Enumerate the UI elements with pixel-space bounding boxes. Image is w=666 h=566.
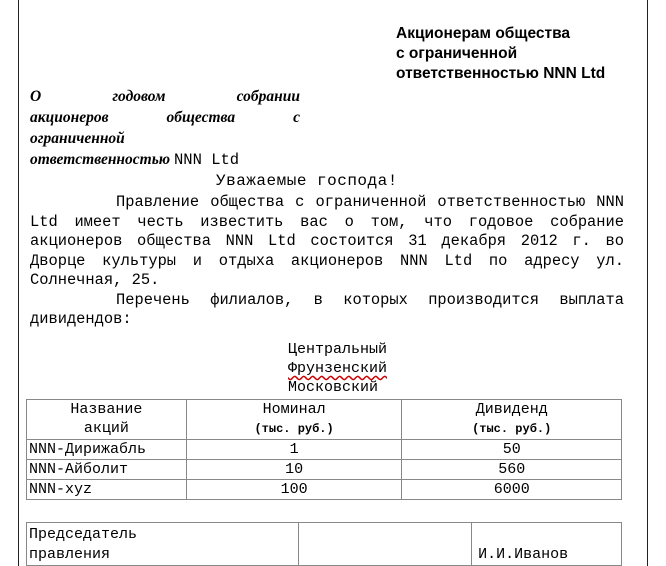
share-name: NNN-Айболит	[27, 460, 187, 480]
signature-table	[26, 522, 622, 566]
nominal-value: 1	[186, 440, 402, 460]
addressee-line: Акционерам общества	[396, 25, 571, 42]
subject-word: О	[30, 88, 42, 105]
nominal-value: 100	[186, 480, 402, 500]
addressee-line: с ограниченной	[396, 45, 518, 62]
subject-word: собрании	[236, 88, 300, 105]
addressee-block	[396, 24, 646, 84]
nominal-value: 10	[186, 460, 402, 480]
signatory-name: И.И.Иванов	[472, 523, 622, 566]
branch-item: Центральный	[288, 341, 388, 358]
branch-item: Фрунзенский	[288, 360, 388, 377]
dividend-value: 6000	[402, 480, 622, 500]
subject-word: ответственностью	[30, 151, 171, 168]
signatory-title: Председатель правления	[27, 523, 299, 566]
dividend-value: 560	[402, 460, 622, 480]
share-name: NNN-Дирижабль	[27, 440, 187, 460]
subject-word: общества	[166, 109, 236, 126]
greeting: Уважаемые господа!	[216, 172, 398, 190]
subject-company: NNN Ltd	[174, 151, 240, 169]
column-header: Номинал (тыс. руб.)	[186, 400, 402, 440]
branch-list	[288, 340, 387, 397]
table-row	[27, 440, 622, 460]
column-header: Дивиденд (тыс. руб.)	[402, 400, 622, 440]
paragraph: Правление общества с ограниченной ответственностью NNN Ltd имеет честь известить вас о том, что годовое собрание акционеров общества NNN Ltd состоится 31 декабря 2012 г. во Дворце культуры и отдыха акционеров NNN Ltd по адресу ул. Солнечная, 25.	[30, 193, 624, 289]
table-row	[27, 480, 622, 500]
letter-subject	[30, 86, 300, 171]
table-row	[27, 460, 622, 480]
dividends-table	[26, 399, 622, 500]
addressee-line: ответственностью NNN Ltd	[396, 65, 606, 82]
subject-word: годовом	[112, 88, 166, 105]
branch-item: Московский	[288, 379, 379, 396]
paragraph: Перечень филиалов, в которых производится выплата дивидендов:	[30, 290, 624, 328]
subject-line: ограниченной	[30, 130, 125, 147]
signature-cell	[298, 523, 472, 566]
subject-word: с	[293, 109, 300, 126]
letter-body	[30, 193, 624, 330]
table-header-row	[27, 400, 622, 440]
column-header: Название акций	[27, 400, 187, 440]
dividend-value: 50	[402, 440, 622, 460]
share-name: NNN-xyz	[27, 480, 187, 500]
signature-row	[27, 523, 622, 566]
subject-word: акционеров	[30, 109, 109, 126]
